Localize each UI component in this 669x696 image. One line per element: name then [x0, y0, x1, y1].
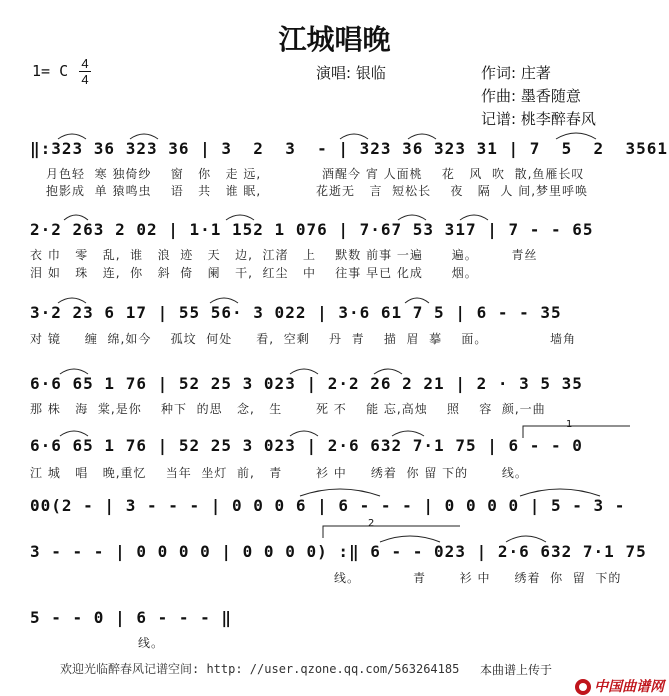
slur-mark — [340, 134, 368, 139]
lyrics-row-3: 对 镜 缠 绵,如今 孤坟 何处 看, 空剩 丹 青 描 眉 摹 面。 墙角 — [30, 332, 576, 346]
slur-mark — [460, 215, 488, 220]
notation-row-7: 3 - - - | 0 0 0 0 | 0 0 0 0) :‖ 6 - - 023 | 2·6 632 7·1 75 — [30, 542, 647, 561]
slur-mark — [380, 536, 440, 542]
composer-credit: 作曲: 墨香随意 — [481, 87, 581, 105]
slur-mark — [374, 369, 402, 374]
lyrics-row-7: 线。 青 衫 中 绣着 你 留 下的 — [334, 571, 622, 585]
volta-2-label: 2 — [368, 518, 375, 529]
volta-2-bracket — [323, 526, 460, 538]
lyrics-row-8: 线。 — [138, 636, 165, 650]
notation-row-2: 2·2 263 2 02 | 1·1 152 1 076 | 7·67 53 317 | 7 - - 65 — [30, 220, 594, 239]
slur-mark — [58, 134, 86, 139]
singer-credit: 演唱: 银临 — [316, 64, 386, 82]
slur-mark — [60, 369, 88, 374]
slur-mark — [226, 215, 254, 220]
notation-row-3: 3·2 23 6 17 | 55 56· 3 022 | 3·6 61 7 5 | 6 - - 35 — [30, 303, 562, 322]
lyrics-row-1-verse-1b: 酒醒今 宵 人面桃 花 风 吹 散,鱼雁长叹 — [322, 167, 585, 181]
lyrics-row-1-verse-2b: 花逝无 言 短松长 夜 隔 人 间,梦里呼唤 — [316, 184, 589, 198]
lyricist-credit: 作词: 庄著 — [481, 64, 551, 82]
slur-mark — [300, 489, 380, 496]
slur-mark — [520, 489, 600, 496]
volta-1-label: 1 — [566, 419, 573, 430]
notation-row-1: ‖:323 36 323 36 | 3 2 3 - | 323 36 323 31 | 7 5 2 3561 — [30, 139, 668, 158]
slur-mark — [58, 298, 86, 303]
site-logo[interactable] — [565, 657, 664, 696]
time-signature-bottom: 4 — [81, 72, 89, 87]
slur-mark — [408, 134, 436, 139]
visit-text: 欢迎光临醉春风记谱空间: http: //user.qzone.qq.com/563264185 — [60, 662, 460, 676]
slur-mark — [392, 431, 424, 436]
uploaded-label: 本曲谱上传于 — [480, 663, 553, 677]
slur-mark — [290, 431, 318, 436]
lyrics-row-1-verse-1: 月色轻 寒 独倚纱 窗 你 走 远, — [46, 167, 262, 181]
notation-row-4: 6·6 65 1 76 | 52 25 3 023 | 2·2 26 2 21 | 2 · 3 5 35 — [30, 374, 583, 393]
time-signature-top: 4 — [81, 56, 89, 71]
volta-1-bracket — [523, 426, 630, 438]
slur-mark — [556, 133, 596, 139]
site-name: 中国曲谱网 — [594, 679, 665, 695]
notation-row-8: 5 - - 0 | 6 - - - ‖ — [30, 608, 233, 627]
song-title: 江城唱晚 — [278, 23, 391, 56]
lyrics-row-5: 江 城 唱 晚,重忆 当年 坐灯 前, 青 衫 中 绣着 你 留 下的 线。 — [30, 466, 528, 480]
lyrics-row-4: 那 株 海 棠,是你 种下 的思 念, 生 死 不 能 忘,高烛 照 容 颜,一曲 — [30, 402, 546, 416]
site-logo-icon — [575, 679, 591, 695]
slur-mark — [506, 536, 546, 542]
notation-row-5: 6·6 65 1 76 | 52 25 3 023 | 2·6 632 7·1 75 | 6 - - 0 — [30, 436, 583, 455]
slur-mark — [130, 134, 158, 139]
slur-mark — [290, 369, 318, 374]
lyrics-row-2-verse-1: 衣 巾 零 乱, 谁 浪 迹 天 边, 江渚 上 默数 前事 一遍 遍。 青丝 — [30, 248, 538, 262]
transcriber-credit: 记谱: 桃李醉春风 — [481, 110, 596, 128]
slur-mark — [64, 215, 88, 220]
lyrics-row-1-verse-2: 抱影成 单 猿鸣虫 语 共 谁 眠, — [46, 184, 262, 198]
notation-row-6: 00(2 - | 3 - - - | 0 0 0 6 | 6 - - - | 0 0 0 0 | 5 - 3 - — [30, 496, 626, 515]
lyrics-row-2-verse-2: 泪 如 珠 连, 你 斜 倚 阑 干, 红尘 中 往事 早已 化成 烟。 — [30, 266, 478, 280]
slur-mark — [398, 215, 426, 220]
slur-mark — [405, 298, 429, 303]
key-signature: 1= C — [32, 62, 69, 80]
slur-mark — [60, 431, 88, 436]
slur-mark — [210, 298, 238, 303]
